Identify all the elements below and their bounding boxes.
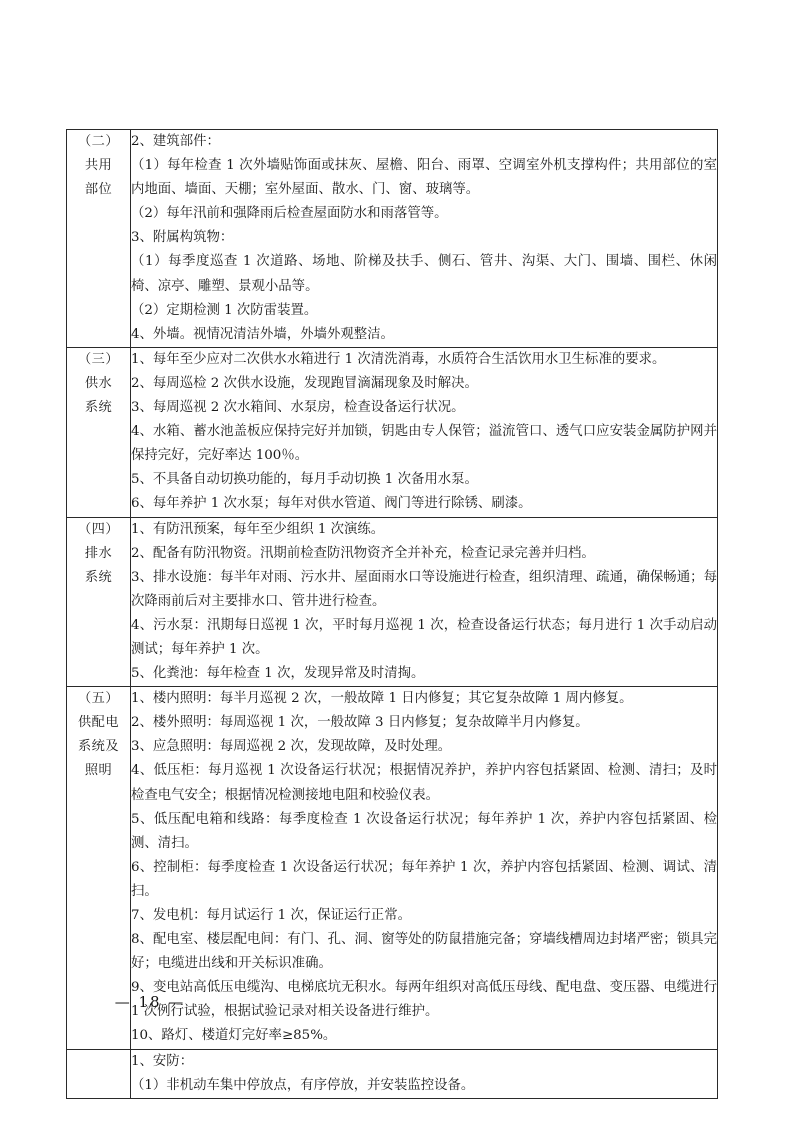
content-paragraph: 4、污水泵：汛期每日巡视 1 次，平时每月巡视 1 次，检查设备运行状态；每月进行 1 次手动启动测试；每年养护 1 次。 [131,617,717,657]
row-content-cell-drainage [131,517,718,687]
content-paragraph: 3、排水设施：每半年对雨、污水井、屋面雨水口等设施进行检查，组织清理、疏通，确保畅通；每次降雨前后对主要排水口、管井进行检查。 [131,569,717,609]
row-label-line: 系统 [84,399,113,415]
content-paragraph: 4、水箱、蓄水池盖板应保持完好并加锁，钥匙由专人保管；溢流管口、透气口应安装金属防护网并保持完好，完好率达 100％。 [131,424,717,464]
row-label-line: 系统 [84,569,113,585]
content-paragraph: （1）每年检查 1 次外墙贴饰面或抹灰、屋檐、阳台、雨罩、空调室外机支撑构件；共用部位的室内地面、墙面、天棚；室外屋面、散水、门、窗、玻璃等。 [131,158,717,198]
row-label-line: （二） [77,134,120,149]
content-paragraph: 5、低压配电箱和线路：每季度检查 1 次设备运行状况；每年养护 1 次，养护内容包括紧固、检测、清扫。 [131,811,717,851]
row-content-cell-common-parts [131,130,718,348]
row-label-line: 共用 [84,158,113,173]
content-paragraph: （2）定期检测 1 次防雷装置。 [131,302,318,318]
row-label-line: 照明 [84,763,113,779]
row-label-line: （四） [77,521,120,537]
content-paragraph: 1、有防汛预案，每年至少组织 1 次演练。 [131,521,385,537]
row-label-line: 排水 [84,545,113,561]
service-standards-table [66,129,718,1099]
content-paragraph: 2、建筑部件： [131,134,220,149]
content-paragraph: 1、每年至少应对二次供水水箱进行 1 次清洗消毒，水质符合生活饮用水卫生标准的要求。 [131,351,666,367]
content-paragraph: （1）非机动车集中停放点，有序停放，并安装监控设备。 [131,1077,475,1093]
content-paragraph: 4、低压柜：每月巡视 1 次设备运行状况；根据情况养护，养护内容包括紧固、检测、清扫；及时检查电气安全；根据情况检测接地电阻和校验仪表。 [131,763,717,803]
row-label-cell-water-supply [67,347,131,517]
content-paragraph: 5、不具备自动切换功能的，每月手动切换 1 次备用水泵。 [131,472,478,488]
row-label-cell-security-blank [67,1049,131,1098]
table-row [67,130,718,348]
content-paragraph: 3、附属构筑物： [131,230,234,246]
content-paragraph: （1）每季度巡查 1 次道路、场地、阶梯及扶手、侧石、管井、沟渠、大门、围墙、围栏、休闲椅、凉亭、雕塑、景观小品等。 [131,254,717,294]
row-content-cell-water-supply [131,347,718,517]
content-paragraph: 3、应急照明：每周巡视 2 次，发现故障，及时处理。 [131,739,452,755]
page-number: — 18 — [114,993,186,1011]
content-paragraph: （2）每年汛前和强降雨后检查屋面防水和雨落管等。 [131,206,448,222]
content-paragraph: 6、控制柜：每季度检查 1 次设备运行状况；每年养护 1 次，养护内容包括紧固、检测、调试、清扫。 [131,859,717,899]
row-label-line: 部位 [84,182,113,197]
row-label-line: （三） [77,351,120,367]
row-label-cell-common-parts [67,130,131,348]
table-row [67,1049,718,1098]
content-paragraph: 6、每年养护 1 次水泵；每年对供水管道、阀门等进行除锈、刷漆。 [131,496,532,512]
content-paragraph: 2、每周巡检 2 次供水设施，发现跑冒滴漏现象及时解决。 [131,375,478,391]
row-label-line: 供水 [84,375,113,391]
content-paragraph: 10、路灯、楼道灯完好率≥85%。 [131,1028,337,1044]
table-row [67,517,718,687]
content-paragraph: 2、楼外照明：每周巡视 1 次，一般故障 3 日内修复；复杂故障半月内修复。 [131,715,589,731]
content-paragraph: 7、发电机：每月试运行 1 次，保证运行正常。 [131,908,411,923]
row-content-cell-security [131,1049,718,1098]
content-paragraph: 4、外墙。视情况清洁外墙，外墙外观整洁。 [131,326,394,342]
content-paragraph: 1、安防： [131,1053,194,1069]
row-label-line: 供配电 [77,715,120,731]
content-paragraph: 1、楼内照明：每半月巡视 2 次，一般故障 1 日内修复；其它复杂故障 1 周内修复。 [131,691,633,707]
table-row [67,347,718,517]
content-paragraph: 5、化粪池：每年检查 1 次，发现异常及时清掏。 [131,666,425,682]
table-body [67,130,718,1099]
row-label-cell-drainage [67,517,131,687]
content-paragraph: 9、变电站高低压电缆沟、电梯底坑无积水。每两年组织对高低压母线、配电盘、变压器、电缆进行 1 次例行试验，根据试验记录对相关设备进行维护。 [131,980,717,1020]
row-label-line: （五） [77,691,120,707]
content-paragraph: 8、配电室、楼层配电间：有门、孔、洞、窗等处的防鼠措施完备；穿墙线槽周边封堵严密；锁具完好；电缆进出线和开关标识准确。 [131,932,717,972]
row-label-line: 系统及 [77,739,120,755]
content-paragraph: 2、配备有防汛物资。汛期前检查防汛物资齐全并补充，检查记录完善并归档。 [131,545,595,561]
content-paragraph: 3、每周巡视 2 次水箱间、水泵房，检查设备运行状况。 [131,400,465,416]
